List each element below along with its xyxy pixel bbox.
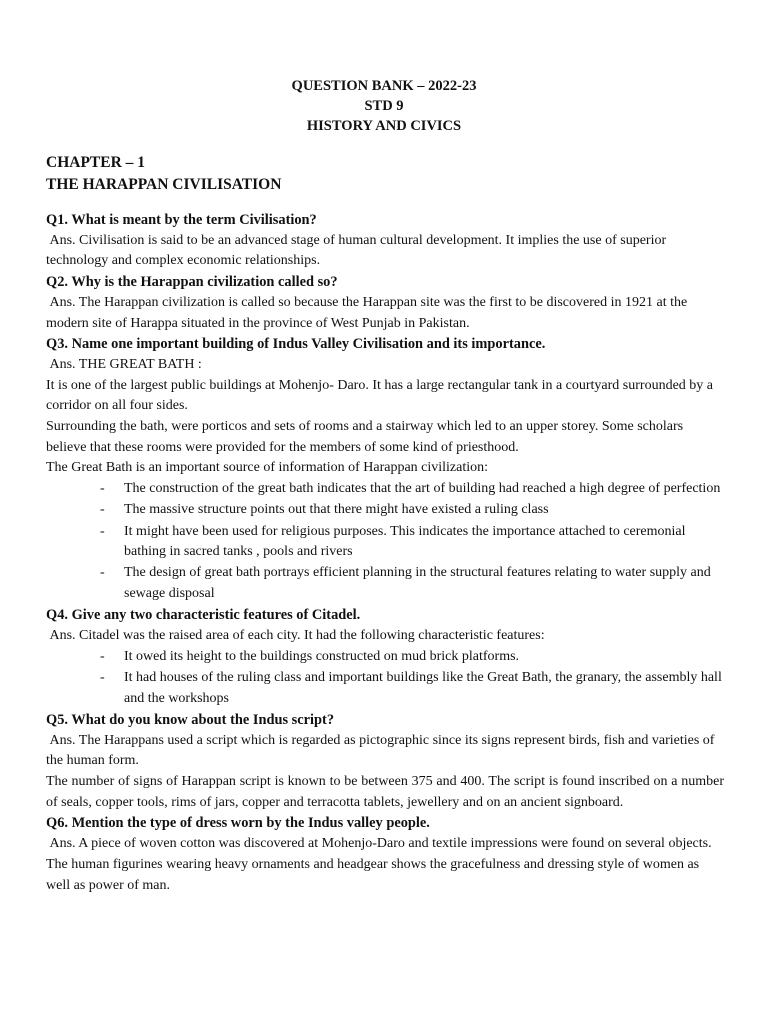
answer-2 [46, 293, 724, 334]
great-bath-points [46, 479, 724, 605]
answer-1 [46, 231, 724, 272]
answer-6-paragraph: The human figurines wearing heavy ornaments and headgear shows the gracefulness and dressing style of women as well as power of man. [46, 856, 700, 893]
header-standard: STD 9 [364, 98, 404, 114]
list-item [46, 668, 724, 709]
citadel-points [46, 647, 724, 710]
chapter-number: CHAPTER – 1 [46, 154, 146, 171]
chapter-title: THE HARAPPAN CIVILISATION [46, 176, 282, 193]
dash-bullet: - [100, 523, 105, 539]
list-item [46, 647, 724, 668]
question-4: Q4. Give any two characteristic features of Citadel. [46, 607, 361, 624]
list-item [46, 522, 724, 563]
answer-3-paragraph-3: The Great Bath is an important source of information of Harappan civilization: [46, 460, 489, 476]
dash-bullet: - [100, 565, 105, 581]
list-item [46, 479, 724, 500]
answer-3-intro-text: Ans. THE GREAT BATH : [49, 356, 202, 372]
document-header [0, 76, 768, 136]
dash-bullet: - [100, 481, 105, 497]
dash-bullet: - [100, 502, 105, 518]
question-3: Q3. Name one important building of Indus Valley Civilisation and its importance. [46, 336, 546, 353]
list-item-text: The construction of the great bath indicates that the art of building had reached a high degree of perfection [124, 481, 721, 497]
question-content [46, 210, 724, 896]
list-item [46, 563, 724, 604]
answer-6-text: Ans. A piece of woven cotton was discovered at Mohenjo-Daro and textile impressions were found on several objects. [49, 836, 712, 852]
header-subject: HISTORY AND CIVICS [306, 118, 462, 134]
list-item-text: It had houses of the ruling class and important buildings like the Great Bath, the granary, the assembly hall and the workshops [124, 669, 722, 706]
answer-6 [46, 834, 724, 855]
list-item-text: The design of great bath portrays efficient planning in the structural features relating to water supply and sewage disposal [124, 565, 711, 602]
list-item-text: The massive structure points out that there might have existed a ruling class [124, 502, 549, 518]
answer-3-paragraph-1: It is one of the largest public buildings at Mohenjo- Daro. It has a large rectangular tank in a courtyard surrounded by a corridor on all four sides. [46, 377, 714, 414]
answer-5-text: Ans. The Harappans used a script which is regarded as pictographic since its signs represent birds, fish and varieties of the human form. [46, 732, 715, 769]
question-1: Q1. What is meant by the term Civilisation? [46, 212, 317, 228]
list-item-text: It owed its height to the buildings constructed on mud brick platforms. [124, 648, 520, 664]
dash-bullet: - [100, 648, 105, 664]
question-5: Q5. What do you know about the Indus script? [46, 711, 335, 728]
answer-4-text: Ans. Citadel was the raised area of each city. It had the following characteristic features: [49, 628, 545, 644]
list-item-text: It might have been used for religious purposes. This indicates the importance attached to ceremonial bathing in sacred tanks , pools and rivers [124, 523, 686, 560]
question-6: Q6. Mention the type of dress worn by the Indus valley people. [46, 815, 430, 832]
list-item [46, 500, 724, 521]
answer-2-text: Ans. The Harappan civilization is called so because the Harappan site was the first to be discovered in 1921 at the modern site of Harappa situated in the province of West Punjab in Pakistan. [46, 294, 688, 331]
question-2: Q2. Why is the Harappan civilization called so? [46, 274, 338, 291]
answer-1-text: Ans. Civilisation is said to be an advanced stage of human cultural development. It implies the use of superior technology and complex economic relationships. [46, 232, 667, 269]
answer-4 [46, 626, 724, 647]
chapter-heading [46, 152, 281, 196]
header-title: QUESTION BANK – 2022-23 [291, 78, 477, 94]
answer-3-intro [46, 355, 724, 376]
answer-5-paragraph: The number of signs of Harappan script is known to be between 375 and 400. The script is found inscribed on a number of seals, copper tools, rims of jars, copper and terracotta tablets, jewellery and on an ancient signboard. [46, 773, 724, 810]
answer-5 [46, 731, 724, 772]
dash-bullet: - [100, 669, 105, 685]
answer-3-paragraph-2: Surrounding the bath, were porticos and sets of rooms and a stairway which led to an upper storey. Some scholars believe that these rooms were provided for the members of some kind of priesthood. [46, 419, 684, 455]
